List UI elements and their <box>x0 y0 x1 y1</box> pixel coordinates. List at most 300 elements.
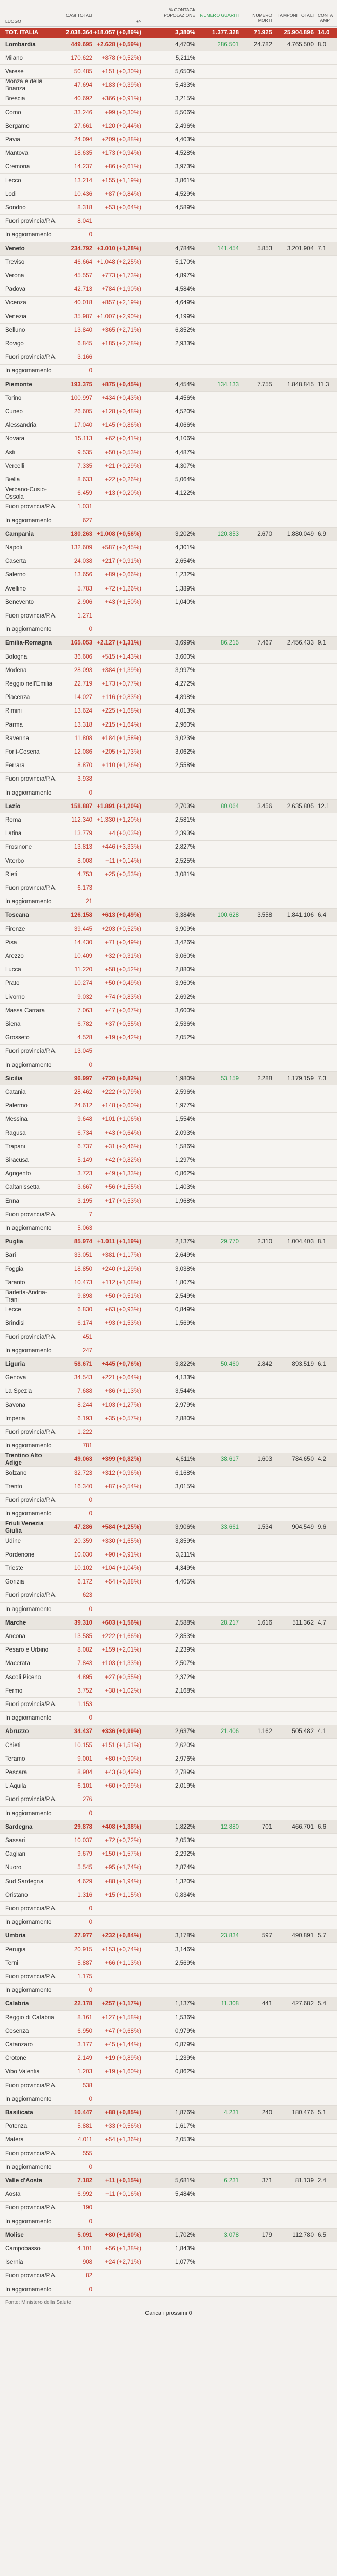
row-recovered: 50.460 <box>220 1361 239 1367</box>
row-ratio: 2,880% <box>174 1415 195 1422</box>
row-cases: 45.557 <box>74 272 92 279</box>
row-ratio: 6,852% <box>174 327 195 333</box>
row-cases: 20.915 <box>74 1946 92 1953</box>
row-ratio: 3,023% <box>174 735 195 742</box>
row-cases: 3.177 <box>77 2041 92 2048</box>
row-tests: 1.848.845 <box>287 381 314 388</box>
row-cases: 58.671 <box>74 1361 92 1367</box>
province-row <box>0 2079 337 2092</box>
row-delta: +13 (+0,20%) <box>105 490 141 497</box>
col-place-header[interactable]: LUOGO <box>5 19 21 24</box>
row-delta: +381 (+1,17%) <box>101 1252 141 1259</box>
row-ratio: 2,976% <box>174 1755 195 1762</box>
row-name: Padova <box>5 286 26 293</box>
row-delta: +21 (+0,29%) <box>105 463 141 469</box>
row-delta: +878 (+0,52%) <box>101 55 141 61</box>
row-cases: 10.436 <box>74 191 92 197</box>
row-delta <box>93 2270 141 2283</box>
row-delta: +43 (+0,64%) <box>105 1130 141 1136</box>
row-ratio: 2,093% <box>174 1130 195 1136</box>
province-row <box>0 881 337 895</box>
row-delta: +58 (+0,52%) <box>105 967 141 973</box>
row-ratio: 1,137% <box>174 2001 195 2007</box>
row-delta: +47 (+0,68%) <box>105 2028 141 2034</box>
row-cases: 10.473 <box>74 1279 92 1286</box>
row-name: Foggia <box>5 1266 24 1272</box>
row-name: Abruzzo <box>5 1728 29 1735</box>
row-name: Toscana <box>5 912 29 919</box>
row-ratio: 3,960% <box>174 980 195 987</box>
row-ratio: 2,649% <box>174 1252 195 1259</box>
col-delta-header[interactable]: +/- <box>136 19 141 24</box>
row-tests: 4.765.500 <box>287 41 314 48</box>
row-cases: 0 <box>89 1062 92 1068</box>
row-delta: +54 (+0,88%) <box>105 1579 141 1586</box>
row-ratio: 0,879% <box>174 2041 195 2048</box>
row-delta: +1.330 (+1,20%) <box>97 816 141 823</box>
row-cases: 449.695 <box>71 41 92 48</box>
region-row[interactable] <box>0 1616 337 1630</box>
row-contacts: 5.4 <box>318 2001 326 2007</box>
province-row <box>0 2147 337 2161</box>
row-cases: 8.161 <box>77 2014 92 2021</box>
region-row[interactable] <box>0 1725 337 1739</box>
region-row[interactable] <box>0 242 337 256</box>
row-name: In aggiornamento <box>5 232 52 238</box>
row-cases: 13.779 <box>74 830 92 837</box>
row-name: Varese <box>5 68 24 75</box>
row-cases: 0 <box>89 1497 92 1504</box>
row-delta: +19 (+0,42%) <box>105 1035 141 1041</box>
row-name: Basilicata <box>5 2109 33 2116</box>
region-row[interactable] <box>0 1358 337 1371</box>
row-name: Genova <box>5 1375 26 1381</box>
row-delta: +3.010 (+1,28%) <box>97 245 141 252</box>
row-cases: 28.093 <box>74 667 92 674</box>
row-delta: +42 (+0,82%) <box>105 1157 141 1163</box>
province-row <box>0 1168 337 1181</box>
row-recovered: 29.770 <box>220 1239 239 1245</box>
province-row <box>0 1467 337 1480</box>
province-row <box>0 718 337 732</box>
region-row[interactable] <box>0 38 337 51</box>
province-row <box>0 2202 337 2215</box>
row-ratio: 3,906% <box>174 1524 195 1531</box>
row-delta: +584 (+1,25%) <box>101 1524 141 1531</box>
province-row <box>0 1208 337 1222</box>
row-recovered: 141.454 <box>217 245 239 252</box>
row-ratio <box>150 773 195 786</box>
row-delta: +1.011 (+1,19%) <box>97 1239 141 1245</box>
row-name: Grosseto <box>5 1035 30 1041</box>
row-cases: 4.753 <box>77 871 92 878</box>
province-row <box>0 174 337 187</box>
row-ratio <box>150 1331 195 1344</box>
row-name: Viterbo <box>5 857 24 864</box>
col-ratio-header[interactable]: % CONTAGI/ POPOLAZIONE <box>164 7 195 18</box>
row-cases: 6.992 <box>77 2191 92 2198</box>
province-row <box>0 1480 337 1494</box>
row-cases: 6.845 <box>77 340 92 347</box>
province-row <box>0 1875 337 1888</box>
row-name: Enna <box>5 1198 19 1204</box>
row-contacts: 7.1 <box>318 245 326 252</box>
province-row <box>0 895 337 909</box>
region-row[interactable] <box>0 637 337 650</box>
row-ratio <box>150 351 195 364</box>
row-name: Caserta <box>5 558 26 565</box>
row-tests: 466.701 <box>292 1823 314 1830</box>
row-ratio <box>150 1970 195 1983</box>
row-cases: 4.629 <box>77 1878 92 1885</box>
row-tests: 25.904.896 <box>284 30 314 36</box>
row-contacts: 5.7 <box>318 1933 326 1939</box>
row-cases: 96.997 <box>74 1075 92 1082</box>
row-ratio: 3,909% <box>174 925 195 932</box>
row-contacts: 4.1 <box>318 1728 326 1735</box>
row-ratio <box>150 881 195 894</box>
row-name: Modena <box>5 667 27 674</box>
row-ratio: 1,389% <box>174 585 195 592</box>
row-delta <box>93 1603 141 1616</box>
row-name: Cuneo <box>5 408 23 415</box>
row-ratio <box>150 1058 195 1071</box>
row-delta: +150 (+1,57%) <box>101 1851 141 1858</box>
province-row <box>0 2188 337 2202</box>
province-row <box>0 691 337 705</box>
region-row[interactable] <box>0 2106 337 2119</box>
province-row <box>0 187 337 201</box>
row-name: Marche <box>5 1619 26 1626</box>
region-row[interactable] <box>0 2174 337 2188</box>
row-name: In aggiornamento <box>5 1606 52 1613</box>
row-delta: +2.628 (+0,59%) <box>97 41 141 48</box>
row-cases: 4.895 <box>77 1674 92 1681</box>
row-ratio: 2,581% <box>174 816 195 823</box>
row-ratio: 5,170% <box>174 259 195 265</box>
row-name: Fuori provincia/P.A. <box>5 884 57 891</box>
row-tests: 904.549 <box>292 1524 314 1531</box>
row-delta: +43 (+1,50%) <box>105 599 141 606</box>
row-name: Catanzaro <box>5 2041 33 2048</box>
row-name: Fuori provincia/P.A. <box>5 218 57 225</box>
province-row <box>0 324 337 337</box>
row-ratio: 3,600% <box>174 653 195 660</box>
row-name: Treviso <box>5 259 25 265</box>
region-row[interactable] <box>0 528 337 541</box>
region-row[interactable] <box>0 1236 337 1249</box>
row-delta: +32 (+0,31%) <box>105 952 141 959</box>
row-recovered: 286.501 <box>217 41 239 48</box>
province-row <box>0 1153 337 1167</box>
province-row <box>0 1331 337 1344</box>
province-row <box>0 1317 337 1331</box>
row-name: Fuori provincia/P.A. <box>5 1429 57 1435</box>
row-cases: 49.063 <box>74 1456 92 1463</box>
row-name: Asti <box>5 449 16 456</box>
row-delta: +240 (+1,29%) <box>101 1266 141 1272</box>
row-ratio <box>150 365 195 378</box>
row-cases: 0 <box>89 368 92 374</box>
row-deaths: 371 <box>262 2177 272 2184</box>
row-ratio: 3,384% <box>174 912 195 919</box>
province-row <box>0 283 337 297</box>
row-cases: 13.624 <box>74 708 92 715</box>
row-cases: 9.535 <box>77 449 92 456</box>
row-name: Pescara <box>5 1769 28 1776</box>
row-cases: 627 <box>82 517 92 524</box>
row-contacts: 4.2 <box>318 1456 326 1463</box>
row-name: In aggiornamento <box>5 1347 52 1354</box>
province-row <box>0 1712 337 1725</box>
province-row <box>0 555 337 569</box>
row-ratio: 1,077% <box>174 2259 195 2266</box>
row-ratio: 3,544% <box>174 1388 195 1395</box>
row-cases: 7.688 <box>77 1388 92 1395</box>
row-name: Gorizia <box>5 1579 24 1586</box>
row-cases: 7.063 <box>77 1007 92 1014</box>
row-cases: 5.783 <box>77 585 92 592</box>
row-delta: +183 (+0,39%) <box>101 82 141 89</box>
row-ratio: 0,862% <box>174 1171 195 1177</box>
row-deaths: 701 <box>262 1823 272 1830</box>
row-name: Fuori provincia/P.A. <box>5 1796 57 1803</box>
row-deaths: 3.558 <box>257 912 272 919</box>
province-row <box>0 446 337 460</box>
row-recovered: 38.617 <box>220 1456 239 1463</box>
row-ratio: 4,470% <box>174 41 195 48</box>
row-name: Lombardia <box>5 41 36 48</box>
row-tests: 1.179.159 <box>287 1075 314 1082</box>
province-row <box>0 2052 337 2065</box>
row-delta: +221 (+0,64%) <box>101 1375 141 1381</box>
row-ratio: 2,052% <box>174 1035 195 1041</box>
region-row[interactable] <box>0 378 337 392</box>
province-row <box>0 2011 337 2024</box>
row-ratio <box>150 1426 195 1439</box>
col-tests-header[interactable]: TAMPONI TOTALI <box>277 12 314 18</box>
region-row[interactable] <box>0 1072 337 1085</box>
row-name: Fuori provincia/P.A. <box>5 1973 57 1980</box>
province-row <box>0 473 337 487</box>
row-deaths: 2.288 <box>257 1075 272 1082</box>
row-ratio: 2,053% <box>174 1837 195 1844</box>
row-delta: +399 (+0,82%) <box>101 1456 141 1463</box>
row-cases: 2.149 <box>77 2055 92 2062</box>
province-row <box>0 1671 337 1684</box>
province-row <box>0 963 337 977</box>
row-name: Fuori provincia/P.A. <box>5 1048 57 1055</box>
row-delta: +33 (+0,56%) <box>105 2123 141 2130</box>
row-delta <box>93 2079 141 2092</box>
row-delta: +159 (+2,01%) <box>101 1647 141 1654</box>
row-cases: 451 <box>82 1334 92 1340</box>
row-ratio: 3,380% <box>174 30 195 36</box>
row-cases: 5.091 <box>77 2232 92 2238</box>
row-delta: +209 (+0,88%) <box>101 136 141 143</box>
row-contacts: 2.4 <box>318 2177 326 2184</box>
col-cases-header[interactable]: CASI TOTALI <box>65 12 92 18</box>
row-deaths: 71.925 <box>253 30 272 36</box>
region-row[interactable] <box>0 1453 337 1467</box>
row-ratio: 3,859% <box>174 1538 195 1545</box>
row-ratio: 4,013% <box>174 708 195 715</box>
row-delta <box>93 2161 141 2174</box>
col-recovered-header[interactable]: NUMERO GUARITI <box>200 12 239 18</box>
row-deaths: 3.456 <box>257 803 272 810</box>
row-cases: 24.038 <box>74 558 92 565</box>
row-name: Emilia-Romagna <box>5 640 52 647</box>
row-ratio: 2,933% <box>174 340 195 347</box>
row-delta: +205 (+1,73%) <box>101 748 141 755</box>
row-delta <box>93 1984 141 1997</box>
row-ratio: 3,699% <box>174 640 195 647</box>
province-row <box>0 1126 337 1140</box>
row-ratio <box>150 1603 195 1616</box>
row-tests: 2.456.433 <box>287 640 314 647</box>
col-contacts-header[interactable]: CONTA TAMP <box>318 12 333 23</box>
row-recovered: 4.231 <box>224 2109 239 2116</box>
row-ratio: 4,784% <box>174 245 195 252</box>
row-name: Como <box>5 109 21 116</box>
province-row <box>0 51 337 65</box>
row-delta <box>93 1712 141 1725</box>
row-delta: +37 (+0,55%) <box>105 1021 141 1027</box>
row-cases: 1.031 <box>77 504 92 511</box>
row-cases: 3.195 <box>77 1198 92 1204</box>
row-recovered: 120.853 <box>217 531 239 538</box>
col-deaths-header[interactable]: NUMERO MORTI <box>252 12 272 23</box>
row-delta: +86 (+0,61%) <box>105 164 141 170</box>
row-contacts: 5.1 <box>318 2109 326 2116</box>
province-row <box>0 106 337 119</box>
province-row <box>0 1698 337 1711</box>
row-ratio: 4,301% <box>174 544 195 551</box>
row-ratio: 3,146% <box>174 1946 195 1953</box>
row-cases: 7.335 <box>77 463 92 469</box>
row-ratio: 2,960% <box>174 721 195 728</box>
row-delta: +225 (+1,68%) <box>101 708 141 715</box>
region-row[interactable] <box>0 2229 337 2242</box>
row-delta: +88 (+1,94%) <box>105 1878 141 1885</box>
row-delta: +120 (+0,44%) <box>101 123 141 129</box>
row-cases: 29.878 <box>74 1823 92 1830</box>
row-name: Campania <box>5 531 34 538</box>
row-contacts: 12.1 <box>318 803 330 810</box>
row-delta: +112 (+1,08%) <box>102 1279 141 1286</box>
row-ratio: 0,849% <box>174 1307 195 1313</box>
row-ratio <box>150 609 195 622</box>
row-delta <box>93 1058 141 1071</box>
row-name: Lucca <box>5 967 21 973</box>
row-ratio <box>150 2161 195 2174</box>
row-delta: +127 (+1,58%) <box>101 2014 141 2021</box>
row-ratio: 1,807% <box>174 1279 195 1286</box>
row-contacts: 8.0 <box>318 41 326 48</box>
row-cases: 10.102 <box>74 1565 92 1572</box>
region-row[interactable] <box>0 800 337 813</box>
row-contacts: 9.6 <box>318 1524 326 1531</box>
row-name: Imperia <box>5 1415 25 1422</box>
province-row <box>0 2242 337 2256</box>
row-delta <box>93 881 141 894</box>
row-delta: +184 (+1,58%) <box>101 735 141 742</box>
load-more-button[interactable]: Carica i prossimi 0 <box>145 2310 192 2317</box>
province-row <box>0 215 337 229</box>
row-cases: 234.792 <box>71 245 92 252</box>
row-name: In aggiornamento <box>5 789 52 796</box>
row-ratio: 4,456% <box>174 395 195 401</box>
region-row[interactable] <box>0 1521 337 1535</box>
row-delta: +145 (+0,86%) <box>101 422 141 429</box>
row-ratio: 2,880% <box>174 967 195 973</box>
row-name: Oristano <box>5 1891 28 1898</box>
row-name: Novara <box>5 436 25 442</box>
row-delta: +80 (+0,90%) <box>105 1755 141 1762</box>
row-name: Avellino <box>5 585 26 592</box>
province-row <box>0 2270 337 2283</box>
province-row <box>0 1589 337 1603</box>
row-delta: +366 (+0,91%) <box>101 96 141 102</box>
row-ratio <box>150 2147 195 2160</box>
row-name: Mantova <box>5 150 29 157</box>
row-cases: 1.175 <box>77 1973 92 1980</box>
row-cases: 4.528 <box>77 1035 92 1041</box>
row-delta: +445 (+0,76%) <box>101 1361 141 1367</box>
row-delta: +784 (+1,90%) <box>101 286 141 293</box>
row-cases: 10.409 <box>74 952 92 959</box>
row-ratio: 2,588% <box>174 1619 195 1626</box>
row-delta: +151 (+1,51%) <box>101 1742 141 1749</box>
row-name: Sardegna <box>5 1823 33 1830</box>
row-delta: +101 (+1,06%) <box>101 1116 141 1123</box>
row-delta: +173 (+0,77%) <box>101 680 141 687</box>
row-delta: +173 (+0,94%) <box>101 150 141 157</box>
row-ratio: 2,703% <box>174 803 195 810</box>
region-row[interactable] <box>0 1929 337 1943</box>
row-cases: 6.459 <box>77 490 92 497</box>
row-name: In aggiornamento <box>5 1511 52 1518</box>
row-name: Potenza <box>5 2123 28 2130</box>
province-row <box>0 1956 337 1970</box>
province-row <box>0 256 337 269</box>
province-row <box>0 1834 337 1847</box>
province-row <box>0 541 337 555</box>
row-name: Milano <box>5 55 23 61</box>
row-name: Vibo Valentia <box>5 2069 40 2075</box>
row-cases: 6.174 <box>77 1320 92 1327</box>
region-row[interactable] <box>0 909 337 922</box>
row-contacts: 7.3 <box>318 1075 326 1082</box>
row-cases: 47.694 <box>74 82 92 89</box>
row-ratio: 4,106% <box>174 436 195 442</box>
row-cases: 21 <box>86 898 92 905</box>
row-name: Massa Carrara <box>5 1007 45 1014</box>
row-name: Terni <box>5 1960 18 1966</box>
province-row <box>0 460 337 473</box>
region-row[interactable] <box>0 1997 337 2011</box>
row-delta: +857 (+2,19%) <box>101 300 141 306</box>
region-row[interactable] <box>0 1820 337 1834</box>
row-ratio: 1,617% <box>174 2123 195 2130</box>
province-row <box>0 1603 337 1616</box>
row-ratio: 3,822% <box>174 1361 195 1367</box>
row-cases: 10.155 <box>74 1742 92 1749</box>
row-cases: 12.086 <box>74 748 92 755</box>
row-cases: 13.318 <box>74 721 92 728</box>
row-cases: 170.622 <box>71 55 92 61</box>
row-ratio: 4,272% <box>174 680 195 687</box>
